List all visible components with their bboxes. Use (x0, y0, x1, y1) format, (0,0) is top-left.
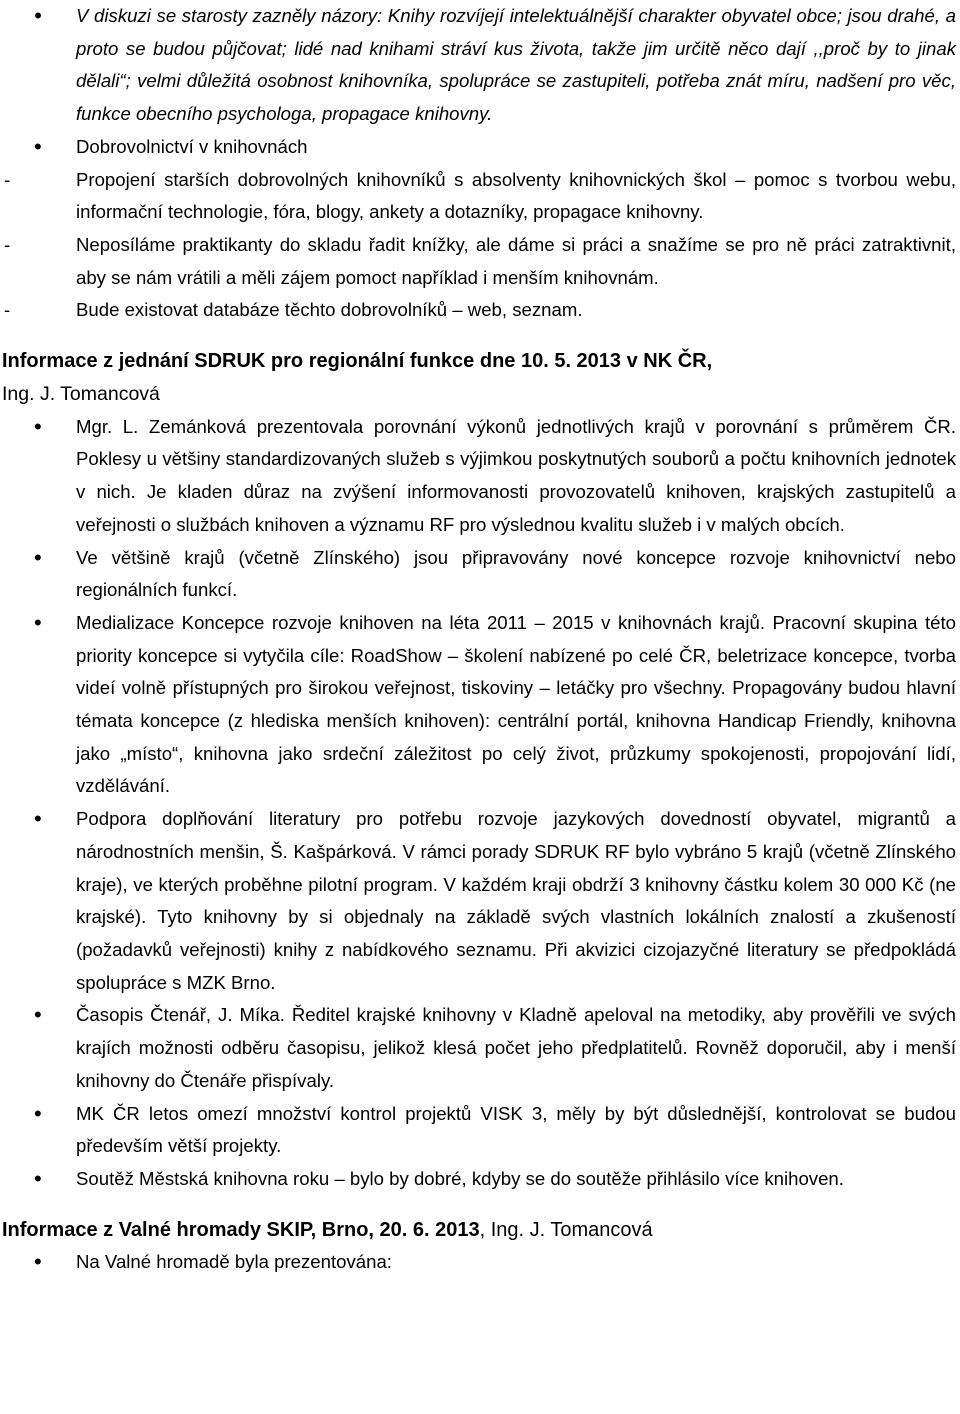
sdruk-author (0, 378, 960, 411)
discussion-bullet (0, 0, 960, 131)
sdruk-bullet-6 (0, 1098, 960, 1163)
sdruk-bullet-5 (0, 999, 960, 1097)
sdruk-bullet-3 (0, 607, 960, 803)
sdruk-bullet-2 (0, 542, 960, 607)
skip-bullet (0, 1246, 960, 1279)
sdruk-bullet-text: Časopis Čtenář, J. Míka. Ředitel krajské knihovny v Kladně apeloval na metodiky, aby prověřili ve svých krajích možnosti odběru časopisu, jelikož klesá počet jeho předplatitelů. Rovněž doporučil, aby i menší knihovny do Čtenáře přispívaly. (76, 1004, 956, 1091)
dash-text: Bude existovat databáze těchto dobrovolníků – web, seznam. (76, 299, 583, 321)
dash-text: Neposíláme praktikanty do skladu řadit knížky, ale dáme si práci a snažíme se pro ně práci zatraktivnit, aby se nám vrátili a měli zájem pomoct například i menším knihovnám. (76, 233, 956, 288)
sdruk-bullet-1 (0, 411, 960, 542)
volunteers-title: Dobrovolnictví v knihovnách (76, 135, 308, 157)
dash-item-1 (0, 164, 960, 229)
sdruk-bullet-4 (0, 803, 960, 999)
dash-item-3 (0, 294, 960, 327)
sdruk-bullet-text: MK ČR letos omezí množství kontrol projektů VISK 3, měly by být důslednější, kontrolovat se budou především větší projekty. (76, 1102, 956, 1157)
skip-heading-rest: , Ing. J. Tomancová (479, 1218, 653, 1241)
sdruk-bullet-text: Soutěž Městská knihovna roku – bylo by dobré, kdyby se do soutěže přihlásilo více knihoven. (76, 1167, 844, 1189)
skip-heading (0, 1214, 960, 1247)
sdruk-author-text: Ing. J. Tomancová (2, 383, 160, 406)
skip-bullet-text: Na Valné hromadě byla prezentována: (76, 1251, 392, 1273)
sdruk-bullet-text: Podpora doplňování literatury pro potřebu rozvoje jazykových dovedností obyvatel, migrantů a národnostních menšin, Š. Kašpárková. V rámci porady SDRUK RF bylo vybráno 5 krajů (včetně Zlínského kraje), ve kterých proběhne pilotní program. V každém kraji obdrží 3 knihovny částku kolem 30 000 Kč (ne krajské). Tyto knihovny by si objednaly na základě svých vlastních lokálních znalostí a zkušeností (požadavků veřejnosti) knihy z nabídkového seznamu. Při akvizici cizojazyčné literatury se předpokládá spolupráce s MZK Brno. (76, 808, 956, 993)
sdruk-bullet-text: Medializace Koncepce rozvoje knihoven na léta 2011 – 2015 v knihovnách krajů. Pracovní skupina této priority koncepce si vytyčila cíle: RoadShow – školení nabízené po celé ČR, beletrizace koncepce, tvorba videí volně přístupných pro širokou veřejnost, tiskoviny – letáčky pro všechny. Propagovány budou hlavní témata koncepce (z hlediska menších knihoven): centrální portál, knihovna Handicap Friendly, knihovna jako „místo“, knihovna jako srdeční záležitost po celý život, průzkumy spokojenosti, propojování lidí, vzdělávání. (76, 611, 956, 797)
discussion-text: V diskuzi se starosty zazněly názory: Knihy rozvíjejí intelektuálnější charakter obyvatel obce; jsou drahé, a proto se budou půjčovat; lidé nad knihami stráví kus života, takže jim určitě něco dají ,,proč by to jinak dělali“; velmi důležitá osobnost knihovníka, spolupráce se zastupiteli, potřeba znát míru, nadšení pro věc, funkce obecního psychologa, propagace knihovny. (76, 5, 956, 125)
skip-heading-bold: Informace z Valné hromady SKIP, Brno, 20. 6. 2013 (2, 1218, 480, 1241)
dash-marker: - (4, 233, 11, 255)
dash-marker: - (4, 299, 11, 321)
dash-marker: - (4, 168, 11, 190)
dash-text: Propojení starších dobrovolných knihovníků s absolventy knihovnických škol – pomoc s tvorbou webu, informační technologie, fóra, blogy, ankety a dotazníky, propagace knihovny. (76, 168, 956, 223)
volunteers-bullet (0, 131, 960, 164)
sdruk-heading-text: Informace z jednání SDRUK pro regionální funkce dne 10. 5. 2013 v NK ČR, (2, 350, 713, 373)
sdruk-bullet-text: Ve většině krajů (včetně Zlínského) jsou připravovány nové koncepce rozvoje knihovnictví nebo regionálních funkcí. (76, 546, 956, 601)
sdruk-bullet-7 (0, 1163, 960, 1196)
dash-item-2 (0, 229, 960, 294)
sdruk-heading (0, 345, 960, 378)
sdruk-bullet-text: Mgr. L. Zemánková prezentovala porovnání výkonů jednotlivých krajů v porovnání s průměrem ČR. Poklesy u většiny standardizovaných služeb s výjimkou poskytnutých souborů a počtu knihovních jednotek v nich. Je kladen důraz na zvýšení informovanosti provozovatelů knihoven, krajských zastupitelů a veřejnosti o službách knihoven a významu RF pro výslednou kvalitu služeb i v malých obcích. (76, 415, 956, 535)
